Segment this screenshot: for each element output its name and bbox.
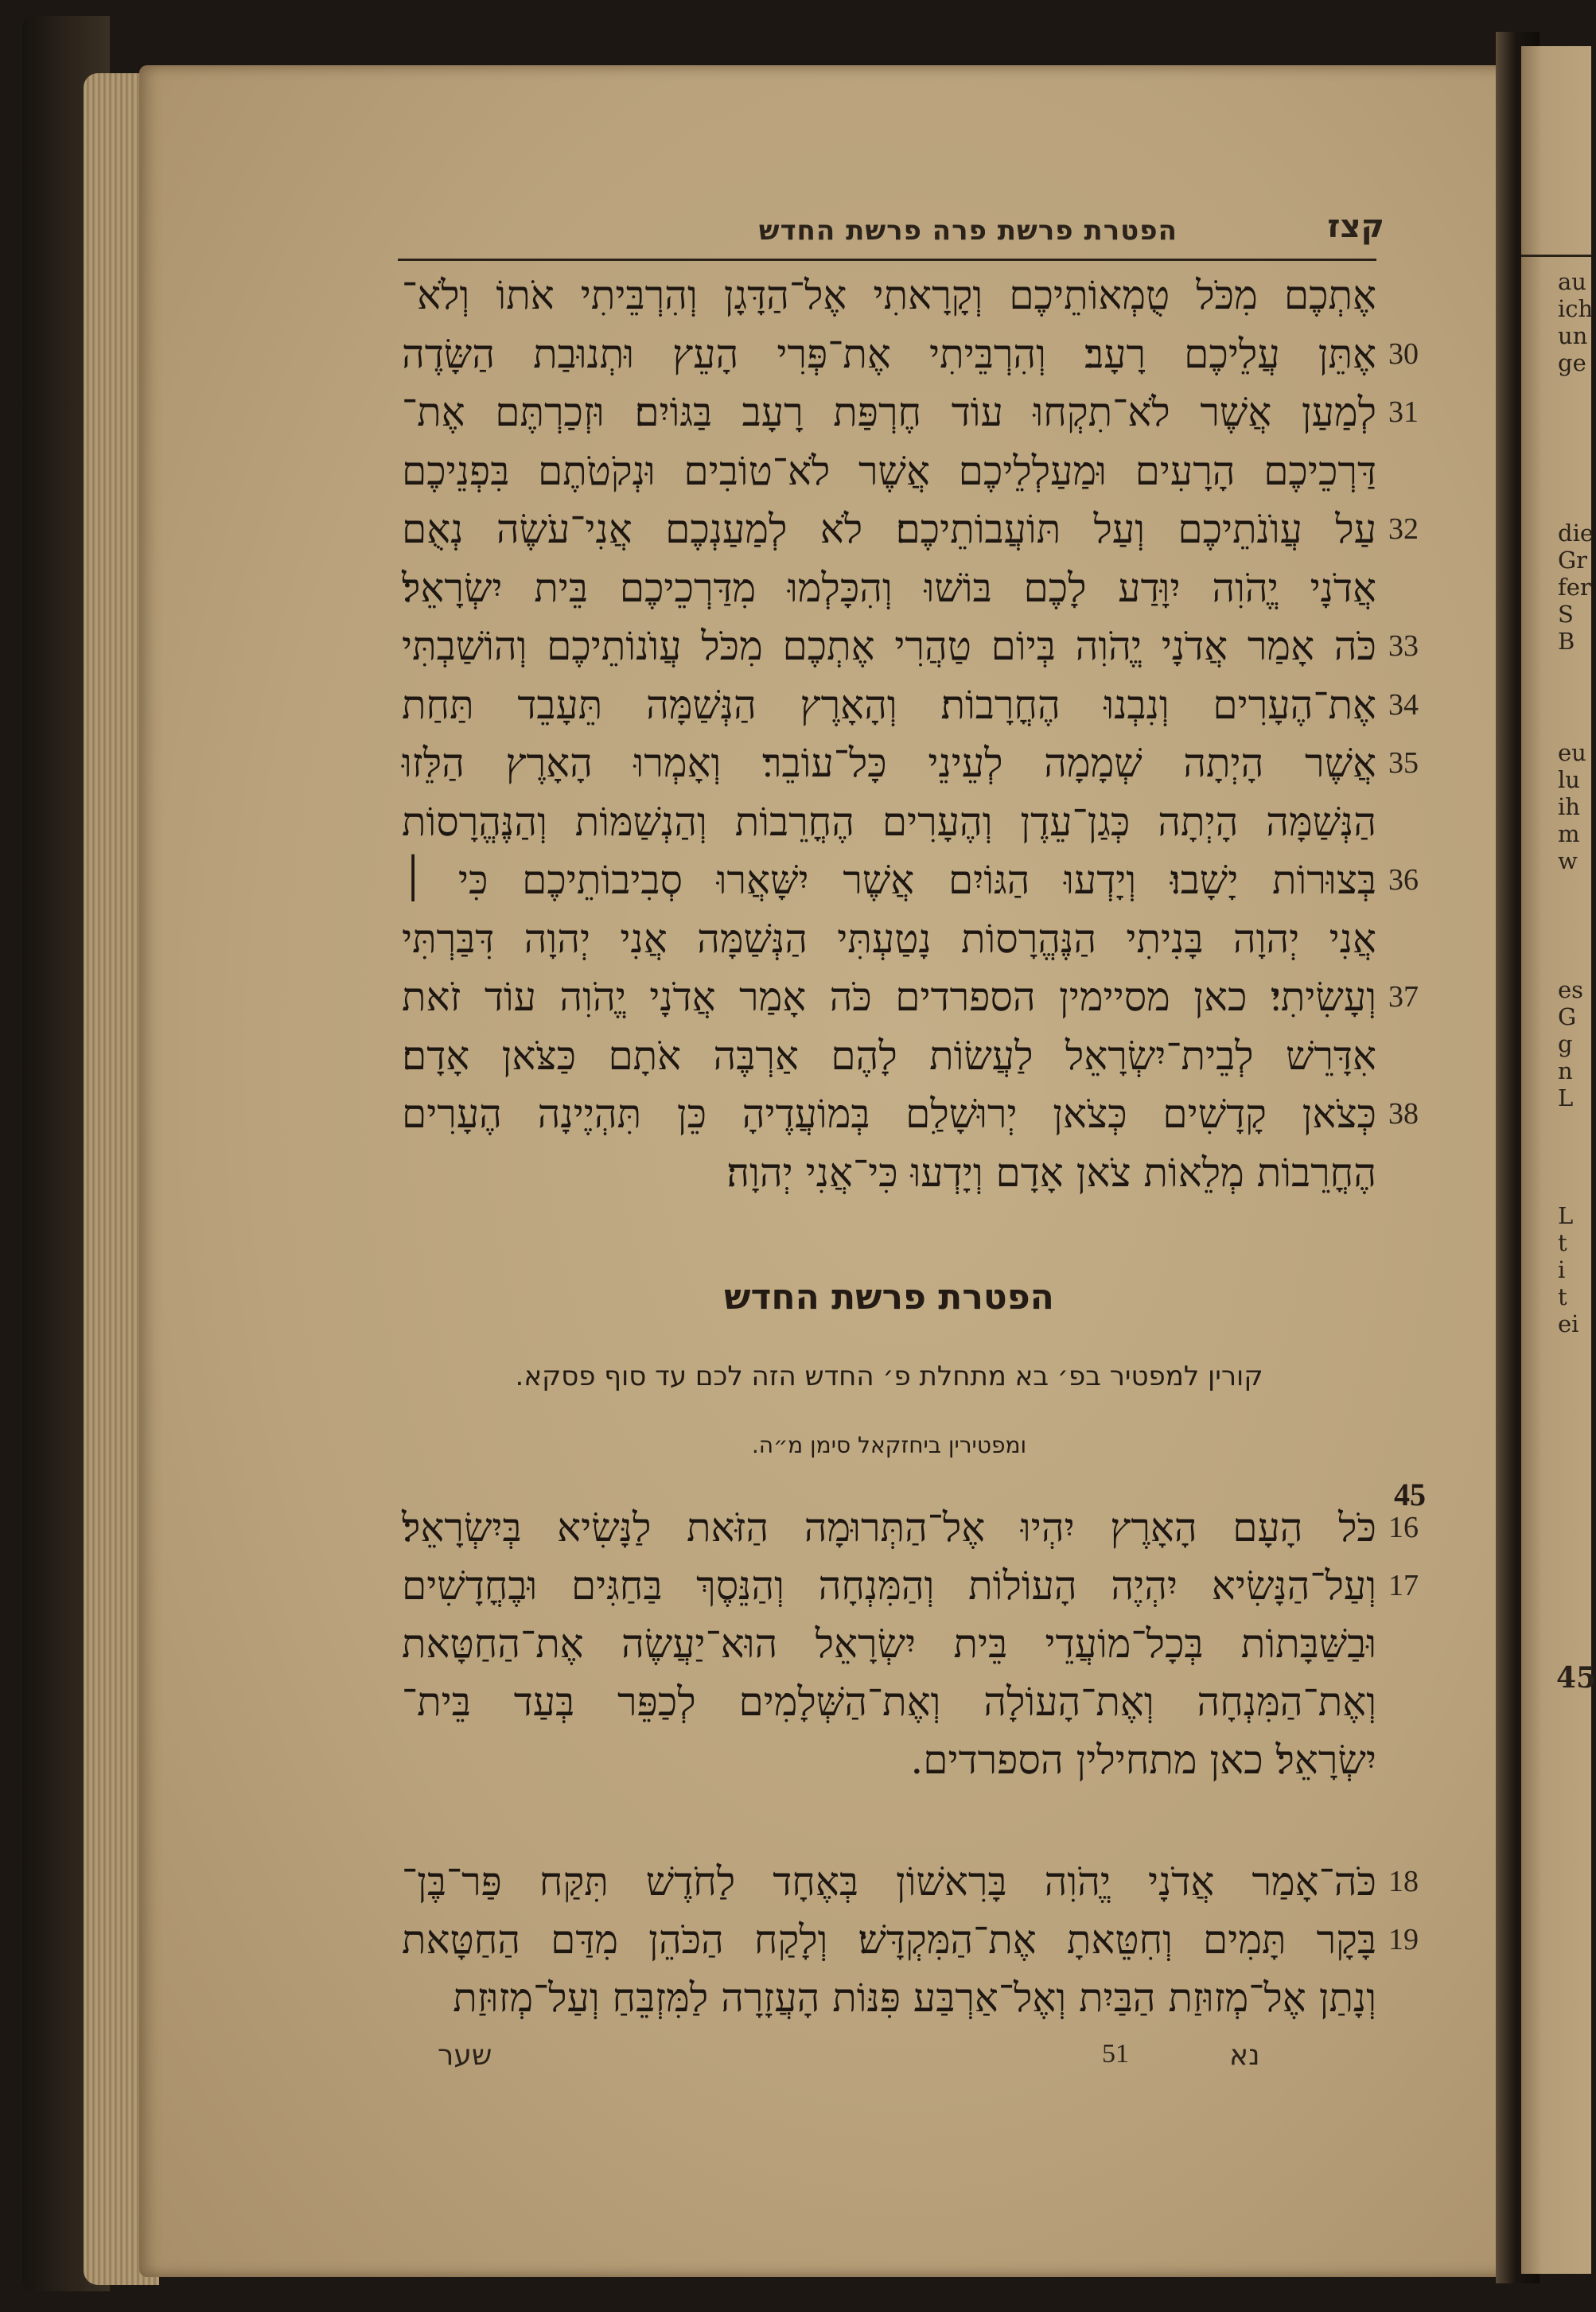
adjacent-page-fragment: w bbox=[1558, 847, 1578, 874]
chapter-number: 45 bbox=[1394, 1477, 1426, 1512]
verse-number: 16 bbox=[1388, 1511, 1419, 1544]
verse-line: וּבַשַּׁבָּתוֹת בְּכָל־מוֹעֲדֵי בֵּית יִשְׂרָאֵל הוּא־יַעֲשֶׂה אֶת־הַחַטָּאת bbox=[402, 1621, 1376, 1667]
verse-number: 35 bbox=[1388, 746, 1419, 780]
verse-line: אֶתֵּן עֲלֵיכֶם רָעָב׃ וְהִרְבֵּיתִי אֶת־פְּרִי הָעֵץ וּתְנוּבַת הַשָּׂדֶה bbox=[402, 330, 1376, 377]
adjacent-page-fragment: n bbox=[1558, 1057, 1573, 1084]
verse-line: וְנָתַן אֶל־מְזוּזַת הַבַּיִת וְאֶל־אַרְבַּע פִּנּוֹת הָעֲזָרָה לַמִּזְבֵּחַ וְעַל־מְזוּזַת bbox=[453, 1975, 1376, 2021]
verse-number: 32 bbox=[1388, 512, 1419, 546]
verse-line: בָּקָר תָּמִים וְחִטֵּאתָ אֶת־הַמִּקְדָּשׁ׃ וְלָקַח הַכֹּהֵן מִדַּם הַחַטָּאת bbox=[402, 1917, 1376, 1963]
verse-line: בְּצוּרוֹת יָשָׁבוּ׃ וְיָדְעוּ הַגּוֹיִם אֲשֶׁר יִשָּׁאֲרוּ סְבִיבוֹתֵיכֶם כִּי ׀ bbox=[402, 857, 1376, 903]
verse-line: אֲדֹנָי יֱהֹוִה יִוָּדַע לָכֶם בּוֹשׁוּ וְהִכָּלְמוּ מִדַּרְכֵיכֶם בֵּית יִשְׂרָאֵל׃ bbox=[402, 564, 1376, 611]
verse-number: 34 bbox=[1388, 687, 1419, 722]
adjacent-page-fragment: ge bbox=[1558, 349, 1586, 376]
verse-line: אֲנִי יְהוָה בָּנִיתִי הַנֶּהֱרָסוֹת נָטַעְתִּי הַנְּשַׁמָּה אֲנִי יְהוָה דִּבַּרְתִּי bbox=[402, 915, 1376, 962]
adjacent-page bbox=[1521, 46, 1596, 2274]
verse-line: יִשְׂרָאֵל׃ כאן מתחילין הספרדים. bbox=[910, 1737, 1376, 1783]
verse-line: וְעָשִׂיתִי׃ כאן מסיימין הספרדים כֹּה אָמַר אֲדֹנָי יֱהֹוִה עוֹד זֹאת bbox=[402, 974, 1376, 1020]
verse-number: 36 bbox=[1388, 863, 1419, 897]
verse-line: אֶת־הֶעָרִים וְנִבְנוּ הֶחֳרָבוֹת׃ וְהָאָרֶץ הַנְּשַׁמָּה תֵּעָבֵד תַּחַת bbox=[402, 681, 1376, 728]
verse-number: 18 bbox=[1388, 1865, 1419, 1898]
adjacent-page-fragment: G bbox=[1558, 1003, 1577, 1030]
adjacent-page-fragment: es bbox=[1558, 976, 1584, 1003]
running-title: הפטרת פרשת פרה פרשת החדש bbox=[758, 215, 1178, 247]
verse-line: לְמַעַן אֲשֶׁר לֹא־תִקְחוּ עוֹד חֶרְפַּת רָעָב בַּגּוֹיִם׃ וּזְכַרְתֶּם אֶת־ bbox=[402, 389, 1376, 435]
signature-hebrew: נא bbox=[1229, 2039, 1260, 2072]
verse-line: עַל עֲוֺנֹתֵיכֶם וְעַל תּוֹעֲבוֹתֵיכֶם׃ לֹא לְמַעַנְכֶם אֲנִי־עֹשֶׂה נְאֻם bbox=[402, 506, 1376, 552]
adjacent-page-fragment: ei bbox=[1558, 1310, 1579, 1337]
adjacent-page-fragment: au bbox=[1558, 268, 1586, 295]
adjacent-page-fragment: lu bbox=[1558, 766, 1580, 793]
verse-number: 17 bbox=[1388, 1569, 1419, 1602]
adjacent-page-fragment: un bbox=[1558, 322, 1588, 349]
verse-line: כֹּה־אָמַר אֲדֹנָי יֱהֹוִה בָּרִאשׁוֹן בְּאֶחָד לַחֹדֶשׁ תִּקַּח פַּר־בֶּן־ bbox=[402, 1859, 1376, 1905]
adjacent-page-fragment: S bbox=[1558, 601, 1574, 628]
adjacent-page-fragment: Gr bbox=[1558, 547, 1588, 574]
adjacent-page-fragment: die bbox=[1558, 520, 1594, 547]
verse-line: אֶתְכֶם מִכֹּל טֻמְאוֹתֵיכֶם וְקָרָאתִי אֶל־הַדָּגָן וְהִרְבֵּיתִי אֹתוֹ וְלֹא־ bbox=[402, 272, 1376, 318]
verse-line: דַּרְכֵיכֶם הָרָעִים וּמַעַלְלֵיכֶם אֲשֶׁר לֹא־טוֹבִים וּנְקֹטֹתֶם בִּפְנֵיכֶם bbox=[402, 447, 1376, 494]
adjacent-page-fragment: B bbox=[1558, 628, 1575, 655]
adjacent-page-fragment: fer bbox=[1558, 574, 1591, 601]
adjacent-page-fragment: ich bbox=[1558, 295, 1594, 322]
verse-line: כֹּל הָעָם הָאָרֶץ יִהְיוּ אֶל־הַתְּרוּמָה הַזֹּאת לַנָּשִׂיא בְּיִשְׂרָאֵל׃ bbox=[402, 1504, 1376, 1551]
adjacent-page-fragment: L bbox=[1558, 1084, 1574, 1111]
verse-number: 19 bbox=[1388, 1923, 1419, 1956]
section-title: הפטרת פרשת החדש bbox=[724, 1277, 1054, 1318]
adjacent-page-fragment: ih bbox=[1558, 793, 1580, 820]
verse-line: הֶחֳרֵבוֹת מְלֵאוֹת צֹאן אָדָם וְיָדְעוּ כִּי־אֲנִי יְהוָה׃ bbox=[726, 1149, 1376, 1196]
signature-number: 51 bbox=[1102, 2039, 1129, 2069]
adjacent-page-fragment: L bbox=[1558, 1202, 1574, 1229]
verse-line: וְאֶת־הַמִּנְחָה וְאֶת־הָעוֹלָה וְאֶת־הַשְּׁלָמִים לְכַפֵּר בְּעַד בֵּית־ bbox=[402, 1679, 1376, 1725]
adjacent-page-fragment: eu bbox=[1558, 739, 1586, 766]
adjacent-page-fragment: t bbox=[1558, 1283, 1567, 1310]
adjacent-page-fragment: m bbox=[1558, 820, 1580, 847]
reading-instruction: קורין למפטיר בפ׳ בא מתחלת פ׳ החדש הזה לכם עד סוף פסקא. bbox=[515, 1360, 1263, 1392]
verse-line: אֲשֶׁר הָיְתָה שְׁמָמָה לְעֵינֵי כָּל־עוֹבֵר׃ וְאָמְרוּ הָאָרֶץ הַלֵּזוּ bbox=[402, 740, 1376, 786]
header-rule bbox=[398, 259, 1376, 261]
haftarah-instruction: ומפטירין ביחזקאל סימן מ״ה. bbox=[751, 1432, 1027, 1458]
verse-number: 31 bbox=[1388, 395, 1419, 429]
verse-number: 30 bbox=[1388, 337, 1419, 371]
verse-line: וְעַל־הַנָּשִׂיא יִהְיֶה הָעוֹלוֹת וְהַמִּנְחָה וְהַנֵּסֶךְ בַּחַגִּים וּבֶחֳדָשִׁים bbox=[402, 1563, 1376, 1609]
verse-line: כֹּה אָמַר אֲדֹנָי יֱהֹוִה בְּיוֹם טַהֲרִי אֶתְכֶם מִכֹּל עֲוֺנוֹתֵיכֶם וְהוֹשַׁבְתִּי bbox=[402, 623, 1376, 669]
adjacent-page-rule bbox=[1521, 255, 1591, 257]
catchword: שער bbox=[438, 2039, 492, 2072]
verse-number: 37 bbox=[1388, 980, 1419, 1014]
adjacent-page-fragment: g bbox=[1558, 1030, 1573, 1057]
running-header bbox=[406, 208, 1384, 256]
adjacent-page-fragment: t bbox=[1558, 1229, 1567, 1256]
verse-line: אִדָּרֵשׁ לְבֵית־יִשְׂרָאֵל לַעֲשׂוֹת לָהֶם אַרְבֶּה אֹתָם כַּצֹּאן אָדָם׃ bbox=[402, 1032, 1376, 1079]
verse-line: הַנְּשַׁמָּה הָיְתָה כְּגַן־עֵדֶן וְהֶעָרִים הֶחֳרֵבוֹת וְהַנְשַׁמּוֹת וְהַנֶּהֱרָסוֹת bbox=[402, 798, 1376, 845]
verse-line: כְּצֹאן קָדָשִׁים כְּצֹאן יְרוּשָׁלִַם בְּמוֹעֲדֶיהָ כֵּן תִּהְיֶינָה הֶעָרִים bbox=[402, 1091, 1376, 1137]
adjacent-page-fragment: i bbox=[1558, 1256, 1566, 1283]
adjacent-page-number: 45 bbox=[1556, 1661, 1596, 1695]
verse-number: 33 bbox=[1388, 629, 1419, 663]
page-number: קצז bbox=[1327, 208, 1384, 245]
verse-number: 38 bbox=[1388, 1097, 1419, 1131]
